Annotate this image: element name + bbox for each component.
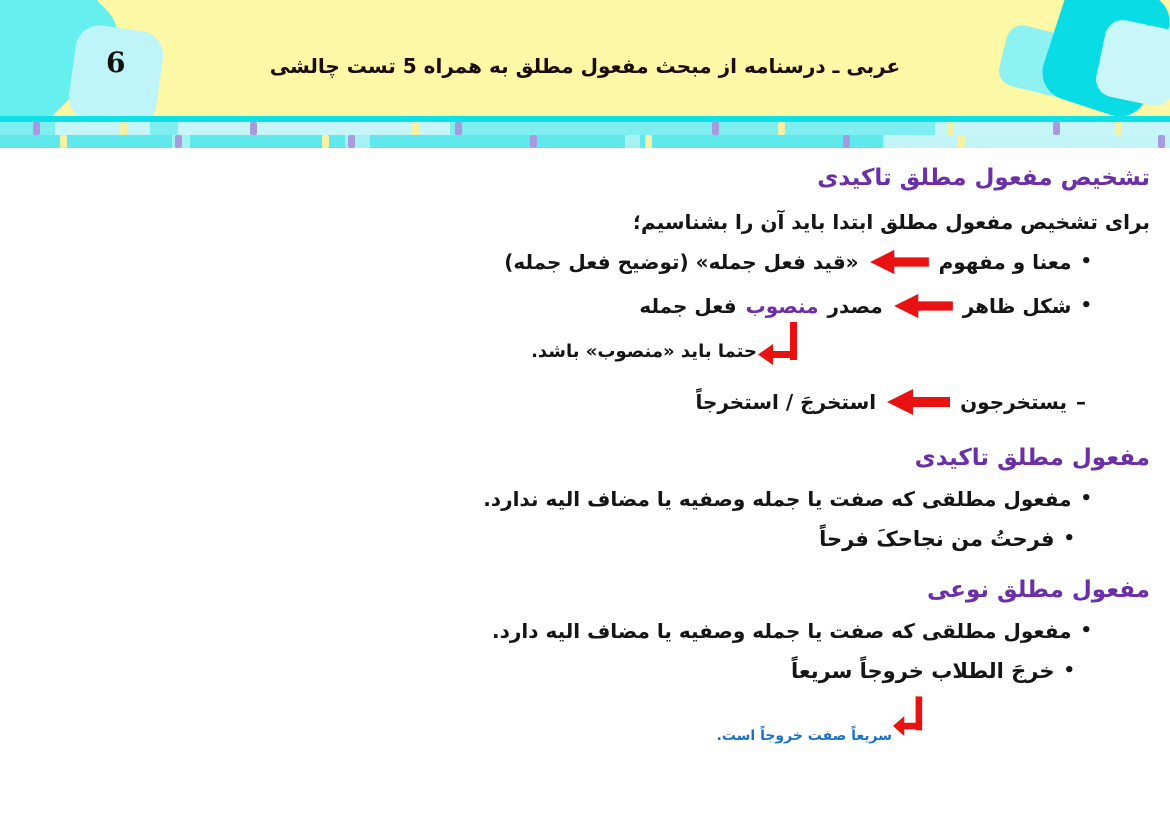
section-heading-nowi: مفعول مطلق نوعی xyxy=(927,577,1150,603)
highlight-word-mansub: منصوب xyxy=(745,294,819,318)
bullet-marker: • xyxy=(1080,295,1092,316)
decorative-strip-row1 xyxy=(0,122,1170,135)
bullet-marker: • xyxy=(1080,488,1092,509)
section-heading-takidi: مفعول مطلق تاکیدی xyxy=(914,445,1150,471)
intro-text: برای تشخیص مفعول مطلق ابتدا باید آن را بشناسیم؛ xyxy=(633,210,1150,234)
left-block-arrow-icon xyxy=(868,248,930,276)
elbow-down-left-arrow-icon xyxy=(757,322,801,370)
example-sentence: خرجَ الطلاب خروجاً سریعاً xyxy=(791,659,1055,683)
page-title: عربی ـ درسنامه از مبحث مفعول مطلق به همراه 5 تست چالشی xyxy=(269,54,901,78)
bullet-value: «قید فعل جمله» (توضیح فعل جمله) xyxy=(504,250,859,274)
left-block-arrow-icon xyxy=(885,387,951,417)
bullet-item-rule xyxy=(492,619,1092,643)
note-sarian: سریعاً صفت خروجاً است. xyxy=(716,728,892,744)
page-number: 6 xyxy=(106,46,126,79)
rule-text: مفعول مطلقی که صفت یا جمله وصفیه یا مضاف الیه دارد. xyxy=(492,619,1072,643)
example-source: یستخرجون xyxy=(960,390,1067,414)
left-block-arrow-icon xyxy=(892,292,954,320)
page-header xyxy=(0,0,1170,116)
dash-marker: – xyxy=(1076,390,1086,414)
example-result: استخرجَ / استخرجاً xyxy=(695,390,877,414)
decorative-strip-row2 xyxy=(0,135,1170,148)
bullet-label: معنا و مفهوم xyxy=(938,250,1072,274)
bullet-marker: • xyxy=(1063,528,1075,549)
bullet-label: شکل ظاهر xyxy=(962,294,1072,318)
bullet-marker: • xyxy=(1080,620,1092,641)
example-row-identify xyxy=(695,387,1086,417)
note-mansub: حتما باید «منصوب» باشد. xyxy=(531,341,757,362)
bullet-item-example xyxy=(791,659,1075,683)
bullet-item-meaning xyxy=(504,248,1092,276)
bullet-item-form xyxy=(639,292,1092,320)
bullet-value-post: فعل جمله xyxy=(639,294,737,318)
bullet-marker: • xyxy=(1063,660,1075,681)
lesson-content xyxy=(0,148,1170,827)
bullet-item-rule xyxy=(483,487,1092,511)
example-sentence: فرحتُ من نجاحکَ فرحاً xyxy=(819,527,1055,551)
rule-text: مفعول مطلقی که صفت یا جمله وصفیه یا مضاف الیه ندارد. xyxy=(483,487,1072,511)
bullet-item-example xyxy=(819,527,1075,551)
section-heading-identify: تشخیص مفعول مطلق تاکیدی xyxy=(817,165,1150,191)
bullet-marker: • xyxy=(1080,251,1092,272)
bullet-value-pre: مصدر xyxy=(827,294,883,318)
elbow-down-left-arrow-icon xyxy=(893,696,925,742)
